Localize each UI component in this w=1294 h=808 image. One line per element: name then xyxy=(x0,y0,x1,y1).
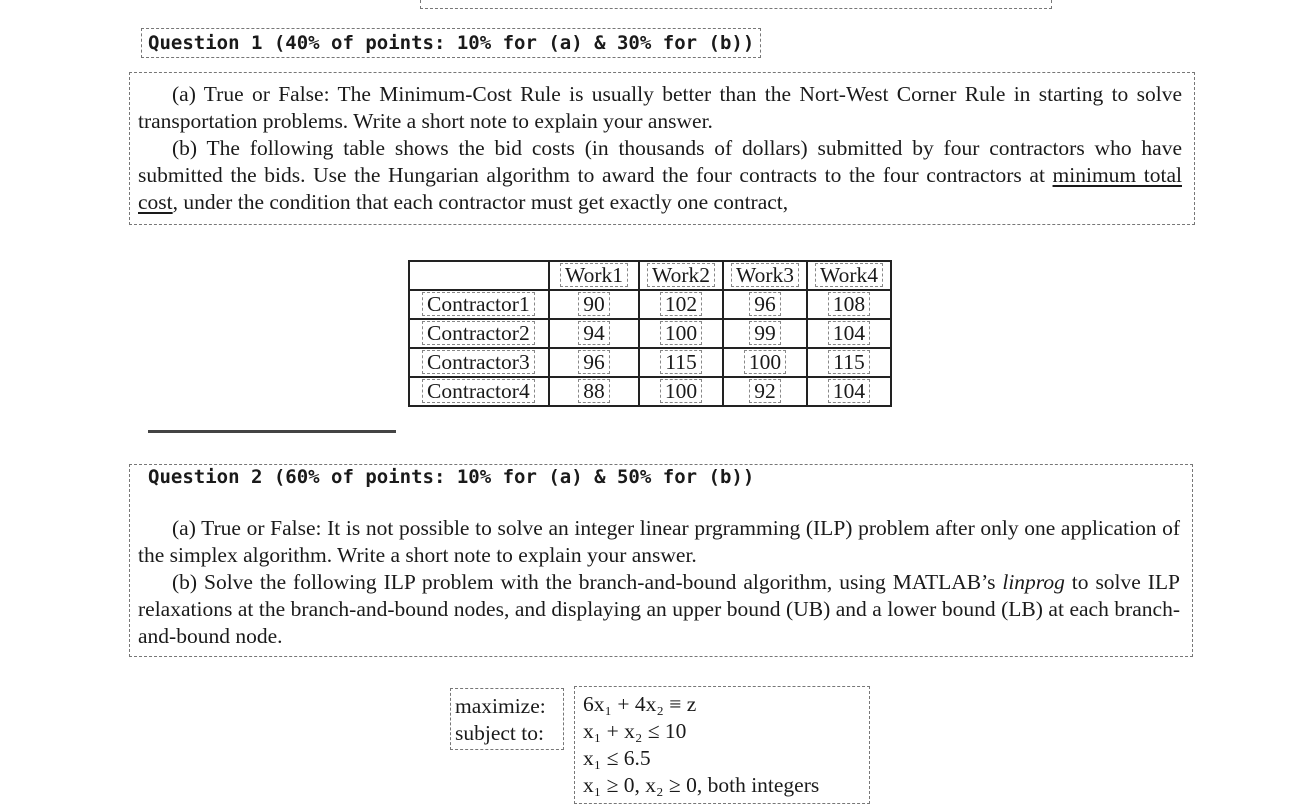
column-header: Work3 xyxy=(723,261,807,290)
question1-header: Question 1 (40% of points: 10% for (a) & 30% for (b)) xyxy=(141,28,761,58)
ilp-formulas xyxy=(574,686,870,804)
column-header: Work2 xyxy=(639,261,723,290)
table-cell: 104 xyxy=(807,377,891,406)
question1-part-b: (b) The following table shows the bid costs (in thousands of dollars) submitted by four contractors who have submitted the bids. Use the Hungarian algorithm to award the four contracts to the four contractors at minimum total cost, under the condition that each contractor must get exactly one contract, xyxy=(138,136,1182,214)
question2-part-b: (b) Solve the following ILP problem with the branch-and-bound algorithm, using MATLAB’s linprog to solve ILP relaxations at the branch-and-bound nodes, and displaying an upper bound (UB) and a lower bound (LB) at each branch-and-bound node. xyxy=(138,570,1180,648)
table-cell: 92 xyxy=(723,377,807,406)
row-header: Contractor4 xyxy=(409,377,549,406)
table-cell: 102 xyxy=(639,290,723,319)
table-cell: 100 xyxy=(639,319,723,348)
table-cell: 115 xyxy=(807,348,891,377)
maximize-label: maximize: xyxy=(455,694,546,718)
table-cell: 90 xyxy=(549,290,639,319)
bid-table xyxy=(408,260,892,407)
question1-part-a: (a) True or False: The Minimum-Cost Rule is usually better than the Nort-West Corner Rule in starting to solve transportation problems. Write a short note to explain your answer. xyxy=(138,82,1182,133)
question2-header: Question 2 (60% of points: 10% for (a) & 50% for (b)) xyxy=(148,466,755,488)
constraint-1: x₁ + x₂ ≤ 10 xyxy=(583,719,687,743)
row-header: Contractor1 xyxy=(409,290,549,319)
table-cell: 88 xyxy=(549,377,639,406)
table-cell: 100 xyxy=(723,348,807,377)
bid-table-container xyxy=(408,260,892,407)
subject-to-label: subject to: xyxy=(455,721,544,745)
column-header: Work4 xyxy=(807,261,891,290)
table-cell: 96 xyxy=(723,290,807,319)
table-cell: 99 xyxy=(723,319,807,348)
question2-body xyxy=(129,464,1193,657)
constraint-3: x₁ ≥ 0, x₂ ≥ 0, both integers xyxy=(583,773,820,797)
minimum-total-cost-underline: minimum total cost xyxy=(138,163,1182,214)
table-row xyxy=(409,348,891,377)
table-cell: 96 xyxy=(549,348,639,377)
table-cell: 94 xyxy=(549,319,639,348)
table-cell: 108 xyxy=(807,290,891,319)
objective-function: 6x₁ + 4x₂ ≡ z xyxy=(583,692,697,716)
section-separator xyxy=(148,430,396,433)
table-cell: 100 xyxy=(639,377,723,406)
table-row xyxy=(409,377,891,406)
question1-body xyxy=(129,72,1195,225)
table-corner xyxy=(409,261,549,290)
table-header-row xyxy=(409,261,891,290)
table-cell: 115 xyxy=(639,348,723,377)
column-header: Work1 xyxy=(549,261,639,290)
linprog-italic: linprog xyxy=(1002,570,1065,594)
row-header: Contractor2 xyxy=(409,319,549,348)
table-cell: 104 xyxy=(807,319,891,348)
ilp-labels xyxy=(450,688,564,750)
row-header: Contractor3 xyxy=(409,348,549,377)
table-row xyxy=(409,319,891,348)
top-cropped-line xyxy=(420,0,1052,9)
constraint-2: x₁ ≤ 6.5 xyxy=(583,746,651,770)
table-row xyxy=(409,290,891,319)
question2-part-a: (a) True or False: It is not possible to solve an integer linear prgramming (ILP) problem after only one application of the simplex algorithm. Write a short note to explain your answer. xyxy=(138,516,1180,567)
